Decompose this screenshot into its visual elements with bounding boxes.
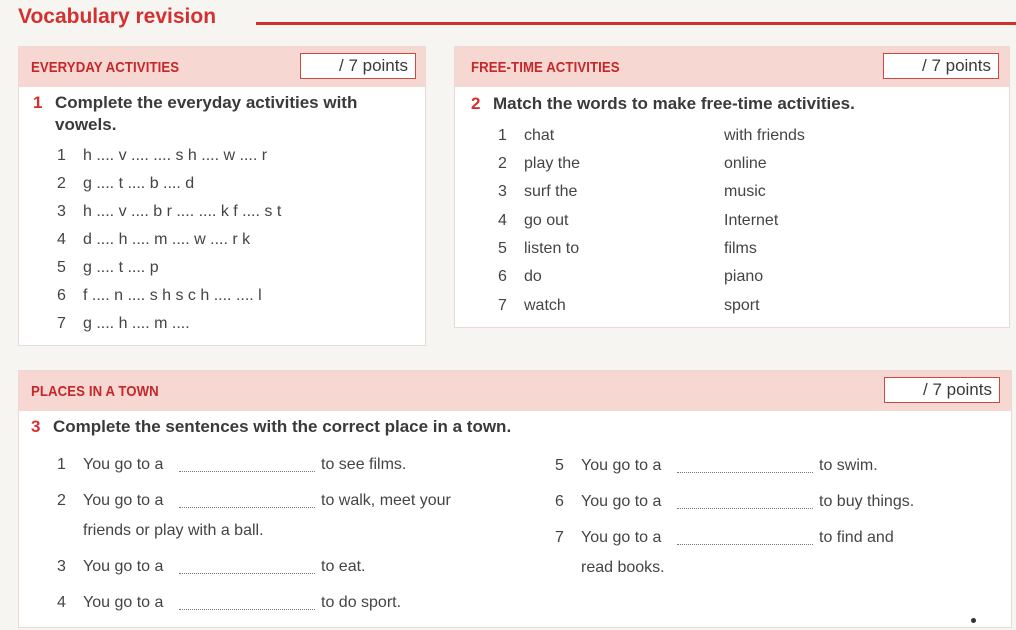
item-number: 2 xyxy=(498,155,507,172)
left-word: do xyxy=(524,268,542,285)
answer-blank[interactable] xyxy=(677,472,813,473)
sentence-start: You go to a xyxy=(83,492,164,509)
right-word: sport xyxy=(724,297,760,314)
sentence-end: to find and xyxy=(819,529,894,546)
left-word: listen to xyxy=(524,240,580,257)
ink-dot xyxy=(971,618,976,623)
sentence-start: You go to a xyxy=(83,558,164,575)
answer-blank[interactable] xyxy=(179,471,315,472)
everyday-activities-header xyxy=(19,47,425,87)
answer-blank[interactable] xyxy=(179,507,315,508)
sentence-continuation: friends or play with a ball. xyxy=(83,522,264,539)
left-word: chat xyxy=(524,127,555,144)
item-number: 6 xyxy=(555,493,564,510)
answer-blank[interactable] xyxy=(677,508,813,509)
right-word: online xyxy=(724,155,767,172)
item-number: 2 xyxy=(57,492,66,509)
item-text: h .... v .... .... s h .... w .... r xyxy=(83,147,268,164)
sentence-start: You go to a xyxy=(581,457,662,474)
left-word: surf the xyxy=(524,183,578,200)
sentence-start: You go to a xyxy=(83,594,164,611)
free-time-activities-header xyxy=(455,47,1009,87)
free-time-activities-panel xyxy=(454,46,1010,328)
item-number: 7 xyxy=(555,529,564,546)
item-text: h .... v .... b r .... .... k f .... s t xyxy=(83,203,282,220)
points-box[interactable]: / 7 points xyxy=(300,53,416,79)
sentence-start: You go to a xyxy=(581,493,662,510)
title-rule xyxy=(256,22,1016,25)
sentence-continuation: read books. xyxy=(581,559,665,576)
right-word: music xyxy=(724,183,766,200)
item-number: 4 xyxy=(57,594,66,611)
item-number: 6 xyxy=(498,268,507,285)
answer-blank[interactable] xyxy=(179,609,315,610)
instruction: Match the words to make free-time activities. xyxy=(493,94,855,113)
exercise-1-instruction xyxy=(33,92,423,136)
sentence-start: You go to a xyxy=(83,456,164,473)
exercise-3-instruction xyxy=(31,416,731,438)
instruction-line-1: Complete the everyday activities with xyxy=(55,93,358,112)
item-text: g .... t .... p xyxy=(83,259,159,276)
sentence-end: to swim. xyxy=(819,457,878,474)
exercise-number: 1 xyxy=(33,93,43,112)
places-in-a-town-panel xyxy=(18,370,1012,628)
points-box[interactable]: / 7 points xyxy=(883,53,999,79)
sentence-end: to buy things. xyxy=(819,493,915,510)
left-word: watch xyxy=(524,297,566,314)
points-box[interactable]: / 7 points xyxy=(884,377,1000,403)
sentence-end: to do sport. xyxy=(321,594,402,611)
instruction-line-2: vowels. xyxy=(55,115,117,134)
item-number: 3 xyxy=(57,558,66,575)
item-text: d .... h .... m .... w .... r k xyxy=(83,231,251,248)
item-number: 4 xyxy=(57,231,66,248)
section-label: FREE-TIME ACTIVITIES xyxy=(471,59,620,76)
item-number: 2 xyxy=(57,175,66,192)
sentence-start: You go to a xyxy=(581,529,662,546)
item-number: 7 xyxy=(498,297,507,314)
answer-blank[interactable] xyxy=(179,573,315,574)
right-word: with friends xyxy=(724,127,805,144)
item-number: 1 xyxy=(498,127,507,144)
exercise-number: 3 xyxy=(31,417,41,436)
item-number: 5 xyxy=(498,240,507,257)
item-number: 5 xyxy=(57,259,66,276)
item-text: g .... h .... m .... xyxy=(83,315,190,332)
left-word: play the xyxy=(524,155,581,172)
page-title: Vocabulary revision xyxy=(18,5,217,28)
section-label: EVERYDAY ACTIVITIES xyxy=(31,59,180,76)
item-number: 1 xyxy=(57,147,66,164)
sentence-end: to see films. xyxy=(321,456,407,473)
sentence-end: to walk, meet your xyxy=(321,492,451,509)
item-number: 7 xyxy=(57,315,66,332)
section-label: PLACES IN A TOWN xyxy=(31,383,159,400)
item-number: 1 xyxy=(57,456,66,473)
item-number: 5 xyxy=(555,457,564,474)
item-number: 6 xyxy=(57,287,66,304)
left-word: go out xyxy=(524,212,569,229)
places-in-a-town-header xyxy=(19,371,1011,411)
item-number: 4 xyxy=(498,212,507,229)
item-number: 3 xyxy=(57,203,66,220)
answer-blank[interactable] xyxy=(677,544,813,545)
exercise-2-instruction xyxy=(471,93,1001,115)
item-number: 3 xyxy=(498,183,507,200)
instruction: Complete the sentences with the correct place in a town. xyxy=(53,417,512,436)
right-word: piano xyxy=(724,268,764,285)
right-word: films xyxy=(724,240,757,257)
exercise-number: 2 xyxy=(471,94,481,113)
everyday-activities-panel xyxy=(18,46,426,346)
item-text: f .... n .... s h s c h .... .... l xyxy=(83,287,262,304)
right-word: Internet xyxy=(724,212,779,229)
item-text: g .... t .... b .... d xyxy=(83,175,195,192)
sentence-end: to eat. xyxy=(321,558,366,575)
